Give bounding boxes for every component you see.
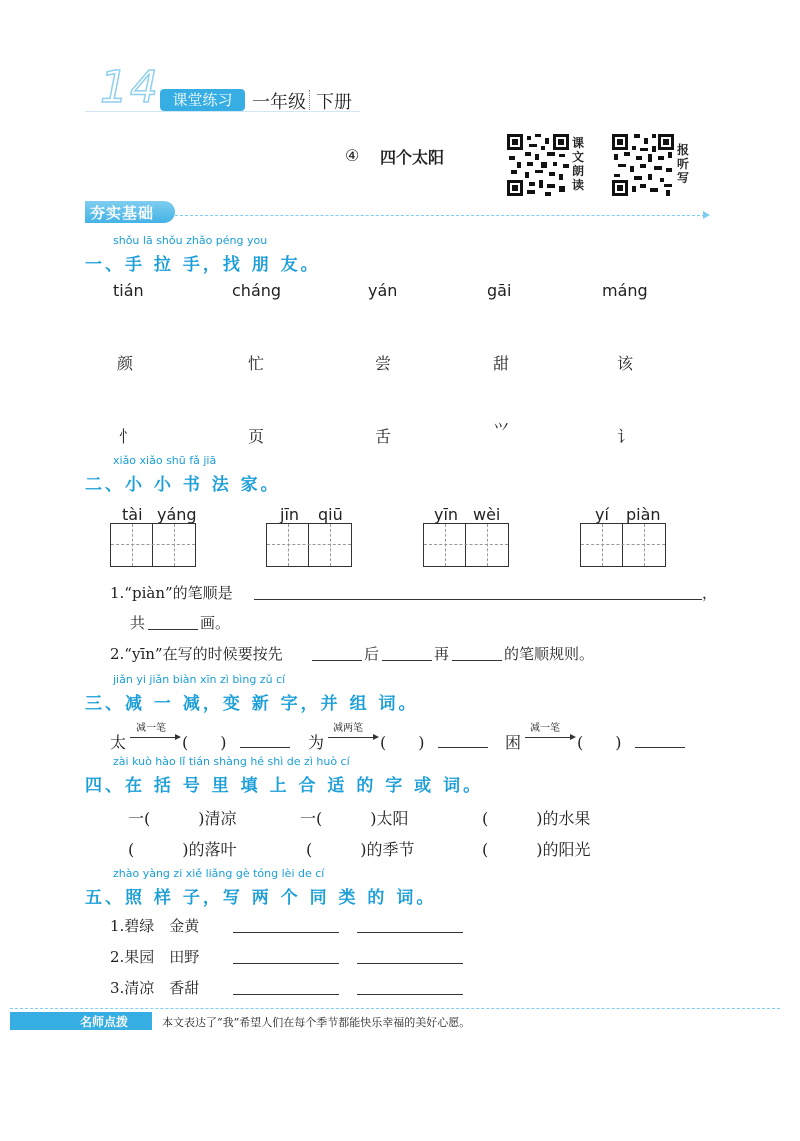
sec4-row2-item3[interactable]: ( )的阳光: [482, 840, 591, 859]
sec5-item1-line-a[interactable]: [233, 932, 339, 933]
sec5-item2-line-a[interactable]: [233, 963, 339, 964]
sec2-g2-p2: qiū: [318, 505, 343, 524]
sec1-pinyin: shǒu lā shǒu zhǎo péng you: [113, 234, 268, 247]
sec1-char-2: 忙: [248, 354, 265, 373]
sec2-g4-p2: piàn: [626, 505, 661, 524]
sec3-item2-arrow: [328, 737, 374, 738]
sec3-item1-arrowhead: [175, 734, 181, 740]
sec2-title: 二、小 小 书 法 家。: [85, 475, 281, 495]
qr-label-dictation: 报听写: [677, 143, 690, 185]
sec2-q1-count-line[interactable]: [148, 629, 198, 630]
sec5-pinyin: zhào yàng zi xiě liǎng gè tóng lèi de cí: [113, 867, 325, 880]
grade-label: 一年级: [252, 92, 306, 113]
qr-code-reading: [507, 134, 569, 196]
sec2-g3-p1: yīn: [434, 505, 459, 524]
sec3-item1-paren: ( ): [182, 733, 227, 752]
sec1-part-4: ⺍: [493, 421, 510, 440]
sec3-item2-arrowhead: [373, 734, 379, 740]
sec1-title: 一、手 拉 手，找 朋 友。: [85, 255, 321, 275]
sec5-item3-line-a[interactable]: [233, 994, 339, 995]
sec2-q1-line2-a: 共: [130, 614, 146, 632]
sec2-g4-p1: yí: [595, 505, 609, 524]
practice-badge: 课堂练习: [160, 89, 245, 111]
sec5-item-2: 2.果园 田野: [110, 948, 200, 966]
writing-grid-2[interactable]: [266, 523, 352, 567]
banner-label: 夯实基础: [90, 204, 155, 222]
sec4-row1-item1[interactable]: 一( )清凉: [128, 809, 237, 828]
sec1-char-3: 尝: [375, 354, 392, 373]
sec2-q1-line2-b: 画。: [200, 614, 231, 632]
sec1-part-2: 页: [248, 427, 265, 446]
sec1-char-4: 甜: [493, 354, 510, 373]
sec3-item1-char: 太: [110, 733, 127, 752]
sec2-g1-p1: tài: [122, 505, 143, 524]
sec2-g3-p2: wèi: [473, 505, 501, 524]
sec3-item3-char: 困: [505, 733, 522, 752]
sec3-item3-arrow: [525, 737, 571, 738]
sec2-q2-prefix: 2.“yīn”在写的时候要按先: [110, 645, 283, 663]
sec5-item-3: 3.清凉 香甜: [110, 979, 200, 997]
sec1-part-1: 忄: [119, 427, 136, 446]
sec1-pinyin-1: tián: [113, 281, 144, 300]
sec2-q1-comma: ，: [702, 584, 718, 602]
sec3-title: 三、减 一 减，变 新 字，并 组 词。: [85, 694, 419, 714]
sec2-q2-mid1: 后: [364, 645, 380, 663]
sec4-title: 四、在 括 号 里 填 上 合 适 的 字 或 词。: [85, 776, 484, 796]
sec2-q2-line-1[interactable]: [312, 660, 362, 661]
sec3-item2-line[interactable]: [438, 747, 488, 748]
sec2-q1-prefix: 1.“piàn”的笔顺是: [110, 584, 233, 602]
sec3-item3-paren: ( ): [577, 733, 622, 752]
sec4-row1-item2[interactable]: 一( )太阳: [300, 809, 409, 828]
sec1-pinyin-5: máng: [602, 281, 648, 300]
lesson-title: 四个太阳: [380, 148, 445, 167]
writing-grid-4[interactable]: [580, 523, 666, 567]
sec4-row2-item2[interactable]: ( )的季节: [306, 840, 415, 859]
sec2-q2-mid2: 再: [434, 645, 450, 663]
header-divider: [309, 90, 310, 110]
sec3-item1-line[interactable]: [240, 747, 290, 748]
sec3-pinyin: jiǎn yi jiǎn biàn xīn zì bìng zǔ cí: [113, 673, 286, 686]
sec1-part-5: 讠: [617, 427, 634, 446]
sec1-pinyin-2: cháng: [232, 281, 282, 300]
footer-label: 名师点拨: [80, 1015, 129, 1029]
sec3-item2-paren: ( ): [380, 733, 425, 752]
sec2-q2-line-2[interactable]: [382, 660, 432, 661]
sec2-g1-p2: yáng: [157, 505, 197, 524]
banner-dotted-line: [175, 215, 705, 216]
qr-code-dictation: [612, 134, 674, 196]
sec2-pinyin: xiǎo xiǎo shū fǎ jiā: [113, 454, 217, 467]
sec2-q1-answer-line[interactable]: [254, 599, 702, 600]
sec5-title: 五、照 样 子，写 两 个 同 类 的 词。: [85, 888, 437, 908]
page-number: 14: [100, 62, 160, 113]
sec5-item3-line-b[interactable]: [357, 994, 463, 995]
sec5-item1-line-b[interactable]: [357, 932, 463, 933]
sec1-part-3: 舌: [375, 427, 392, 446]
sec2-g2-p1: jīn: [280, 505, 300, 524]
sec4-row2-item1[interactable]: ( )的落叶: [128, 840, 237, 859]
footer-tip-text: 本文表达了“我”希望人们在每个季节都能快乐幸福的美好心愿。: [162, 1016, 471, 1029]
sec2-q2-line-3[interactable]: [452, 660, 502, 661]
writing-grid-1[interactable]: [110, 523, 196, 567]
volume-label: 下册: [316, 92, 352, 113]
writing-grid-3[interactable]: [423, 523, 509, 567]
sec1-char-1: 颜: [117, 354, 134, 373]
footer-dotted-line: [10, 1008, 780, 1009]
lesson-number: ④: [345, 146, 360, 165]
sec3-item1-op: 减一笔: [136, 723, 166, 734]
sec3-item2-op: 减两笔: [333, 723, 363, 734]
sec1-char-5: 该: [617, 354, 634, 373]
sec3-item3-arrowhead: [570, 734, 576, 740]
sec3-item3-line[interactable]: [635, 747, 685, 748]
sec3-item2-char: 为: [308, 733, 325, 752]
sec4-row1-item3[interactable]: ( )的水果: [482, 809, 591, 828]
sec3-item1-arrow: [130, 737, 176, 738]
sec2-q2-suffix: 的笔顺规则。: [504, 645, 595, 663]
sec4-pinyin: zài kuò hào lǐ tián shàng hé shì de zì huò cí: [113, 755, 350, 768]
sec5-item-1: 1.碧绿 金黄: [110, 917, 200, 935]
sec1-pinyin-3: yán: [368, 281, 398, 300]
sec3-item3-op: 减一笔: [530, 723, 560, 734]
banner-arrow: [703, 211, 710, 219]
sec5-item2-line-b[interactable]: [357, 963, 463, 964]
sec1-pinyin-4: gāi: [487, 281, 512, 300]
qr-label-reading: 课文朗读: [572, 136, 585, 192]
